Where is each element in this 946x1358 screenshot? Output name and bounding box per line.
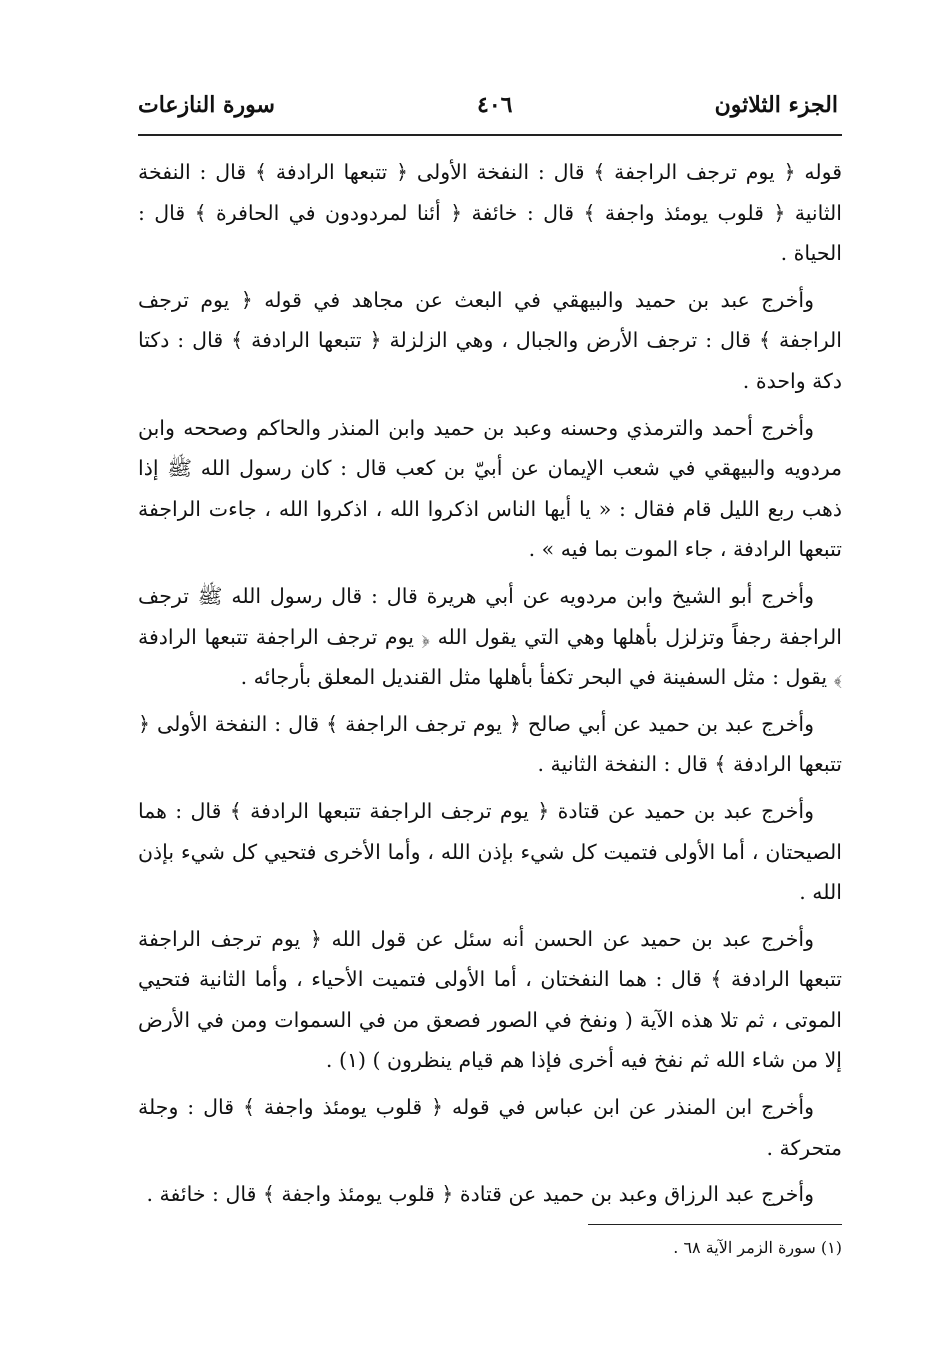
paragraph: وأخرج عبد الرزاق وعبد بن حميد عن قتادة ﴿ قلوب يومئذ واجفة ﴾ قال : خائفة . bbox=[146, 1182, 814, 1207]
paragraph: وأخرج عبد بن حميد والبيهقي في البعث عن مجاهد في قوله ﴿ يوم ترجف الراجفة ﴾ قال : ترجف الأرض والجبال ، وهي الزلزلة ﴿ تتبعها الرادفة ﴾ قال : دكتا دكة واحدة . bbox=[138, 287, 842, 393]
paragraph: وأخرج أحمد والترمذي وحسنه وعبد بن حميد وابن المنذر والحاكم وصححه وابن مردويه والبيهقي في شعب الإيمان عن أبيّ بن كعب قال : كان رسول الله ﷺ إذا ذهب ربع الليل قام فقال : « يا أيها الناس اذكروا الله ، اذكروا الله ، جاءت الراجفة تتبعها الرادفة ، جاء الموت بما فيه » . bbox=[138, 415, 842, 562]
footnote-divider bbox=[588, 1224, 842, 1225]
paragraph: وأخرج عبد بن حميد عن أبي صالح ﴿ يوم ترجف الراجفة ﴾ قال : النفخة الأولى ﴿ تتبعها الرادفة ﴾ قال : النفخة الثانية . bbox=[138, 711, 842, 777]
main-text bbox=[138, 152, 842, 1221]
paragraph: وأخرج ابن المنذر عن ابن عباس في قوله ﴿ قلوب يومئذ واجفة ﴾ قال : وجلة متحركة . bbox=[138, 1095, 842, 1160]
surah-title: سورة النازعات bbox=[138, 92, 275, 118]
paragraph: وأخرج عبد بن حميد عن الحسن أنه سئل عن قول الله ﴿ يوم ترجف الراجفة تتبعها الرادفة ﴾ قال : هما النفختان ، أما الأولى فتميت الأحياء ، وأما الثانية فتحيي الموتى ، ثم تلا هذه الآية ( ونفخ في الصور فصعق من في السموات ومن في الأرض إلا من شاء الله ثم نفخ فيه أخرى فإذا هم قيام ينظرون ) (١) . bbox=[138, 926, 842, 1073]
paragraph: وأخرج عبد بن حميد عن قتادة ﴿ يوم ترجف الراجفة تتبعها الرادفة ﴾ قال : هما الصيحتان ، أما الأولى فتميت كل شيء بإذن الله ، وأما الأخرى فتحيي كل شيء بإذن الله . bbox=[138, 798, 842, 905]
part-label: الجزء الثلاثون bbox=[714, 92, 838, 118]
running-header bbox=[138, 86, 838, 124]
paragraph: قوله ﴿ يوم ترجف الراجفة ﴾ قال : النفخة الأولى ﴿ تتبعها الرادفة ﴾ قال : النفخة الثانية ﴿ قلوب يومئذ واجفة ﴾ قال : خائفة ﴿ أئنا لمردودون في الحافرة ﴾ قال : الحياة . bbox=[138, 160, 842, 266]
page-number: ٤٠٦ bbox=[477, 92, 513, 118]
footnote: (١) سورة الزمر الآية ٦٨ . bbox=[673, 1238, 842, 1257]
paragraph: وأخرج أبو الشيخ وابن مردويه عن أبي هريرة قال : قال رسول الله ﷺ ترجف الراجفة رجفاً وتزلزل بأهلها وهي التي يقول الله ﴿ يوم ترجف الراجفة تتبعها الرادفة ﴾ يقول : مثل السفينة في البحر تكفأ بأهلها مثل القنديل المعلق بأرجائه . bbox=[138, 583, 842, 690]
header-divider bbox=[138, 134, 842, 136]
